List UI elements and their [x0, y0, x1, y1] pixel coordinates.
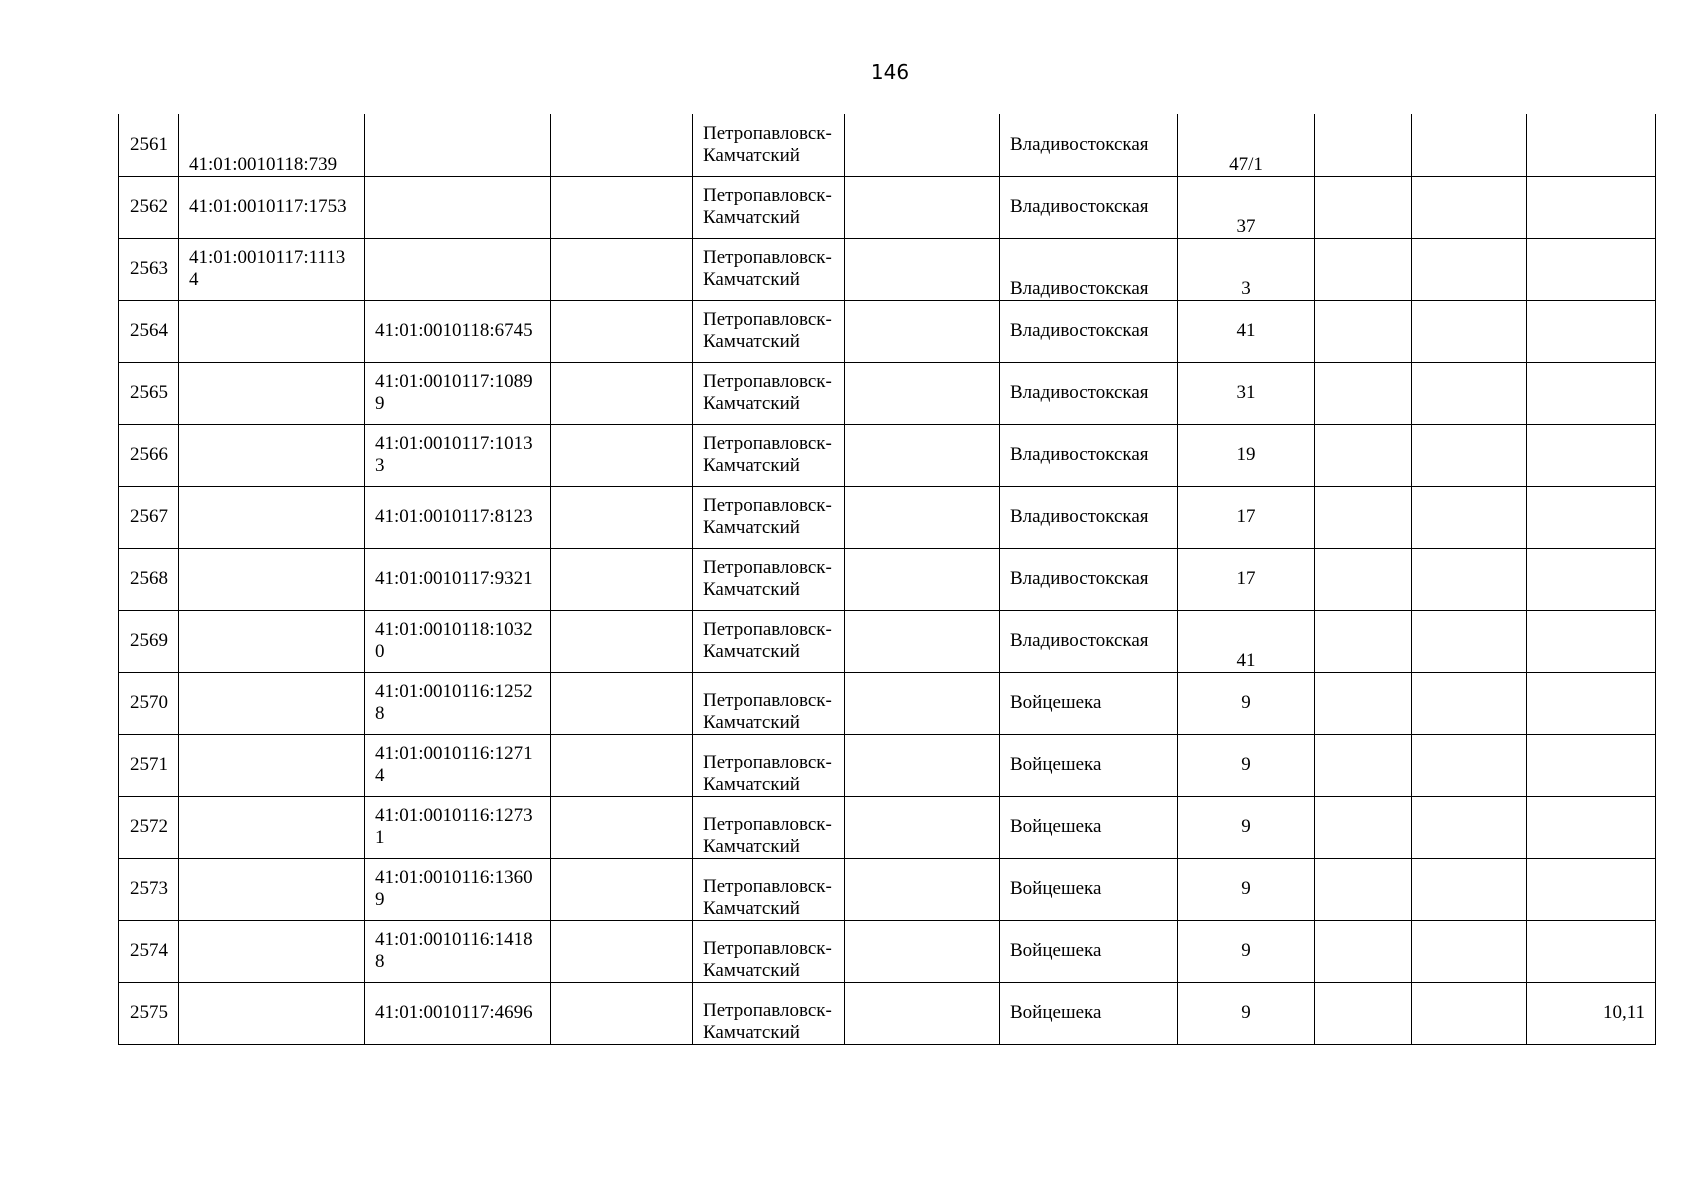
empty-cell — [551, 114, 693, 176]
empty-cell — [1315, 982, 1412, 1044]
empty-cell — [1412, 238, 1527, 300]
cadastral-number-alt-cell — [365, 176, 551, 238]
apartment-cell — [1527, 796, 1656, 858]
empty-cell — [551, 424, 693, 486]
table-row — [119, 424, 1656, 486]
empty-cell — [1412, 300, 1527, 362]
city-cell: Петропавловск-Камчатский — [693, 176, 845, 238]
empty-cell — [845, 920, 1000, 982]
house-number-cell: 9 — [1178, 982, 1315, 1044]
cadastral-number-alt-cell — [365, 238, 551, 300]
table-row — [119, 548, 1656, 610]
apartment-cell — [1527, 920, 1656, 982]
apartment-cell — [1527, 858, 1656, 920]
city-cell: Петропавловск-Камчатский — [693, 114, 845, 176]
cadastral-number-cell: 41:01:0010117:11134 — [179, 238, 365, 300]
cadastral-number-alt-cell: 41:01:0010117:10133 — [365, 424, 551, 486]
house-number-cell: 31 — [1178, 362, 1315, 424]
cadastral-number-cell — [179, 672, 365, 734]
cadastral-number-alt-cell: 41:01:0010117:8123 — [365, 486, 551, 548]
empty-cell — [845, 300, 1000, 362]
empty-cell — [1412, 858, 1527, 920]
empty-cell — [1315, 858, 1412, 920]
street-cell: Владивостокская — [1000, 486, 1178, 548]
empty-cell — [845, 486, 1000, 548]
street-cell: Владивостокская — [1000, 114, 1178, 176]
empty-cell — [1412, 672, 1527, 734]
empty-cell — [845, 858, 1000, 920]
empty-cell — [1412, 610, 1527, 672]
empty-cell — [1412, 176, 1527, 238]
empty-cell — [1315, 796, 1412, 858]
empty-cell — [1412, 114, 1527, 176]
empty-cell — [551, 610, 693, 672]
page-number: 146 — [870, 60, 910, 84]
cadastral-number-cell: 41:01:0010117:1753 — [179, 176, 365, 238]
empty-cell — [551, 238, 693, 300]
street-cell: Владивостокская — [1000, 300, 1178, 362]
table-row — [119, 114, 1656, 176]
city-cell: Петропавловск-Камчатский — [693, 982, 845, 1044]
table-row — [119, 300, 1656, 362]
house-number-cell: 19 — [1178, 424, 1315, 486]
cadastral-number-cell — [179, 734, 365, 796]
empty-cell — [1412, 362, 1527, 424]
house-number-cell: 3 — [1178, 238, 1315, 300]
table-row — [119, 486, 1656, 548]
empty-cell — [551, 672, 693, 734]
empty-cell — [845, 424, 1000, 486]
table-row — [119, 920, 1656, 982]
street-cell: Владивостокская — [1000, 610, 1178, 672]
apartment-cell — [1527, 176, 1656, 238]
empty-cell — [551, 796, 693, 858]
city-cell: Петропавловск-Камчатский — [693, 362, 845, 424]
table-row — [119, 796, 1656, 858]
empty-cell — [551, 734, 693, 796]
cadastral-number-alt-cell: 41:01:0010116:12528 — [365, 672, 551, 734]
street-cell: Войцешека — [1000, 858, 1178, 920]
city-cell: Петропавловск-Камчатский — [693, 796, 845, 858]
cadastral-number-alt-cell: 41:01:0010118:6745 — [365, 300, 551, 362]
city-cell: Петропавловск-Камчатский — [693, 238, 845, 300]
empty-cell — [845, 734, 1000, 796]
apartment-cell — [1527, 238, 1656, 300]
empty-cell — [1315, 486, 1412, 548]
house-number-cell: 41 — [1178, 610, 1315, 672]
empty-cell — [1315, 238, 1412, 300]
city-cell: Петропавловск-Камчатский — [693, 858, 845, 920]
cadastral-number-alt-cell: 41:01:0010116:12714 — [365, 734, 551, 796]
cadastral-number-cell — [179, 796, 365, 858]
cadastral-number-alt-cell: 41:01:0010116:14188 — [365, 920, 551, 982]
empty-cell — [551, 548, 693, 610]
row-number-cell: 2570 — [119, 672, 179, 734]
street-cell: Войцешека — [1000, 796, 1178, 858]
empty-cell — [1412, 920, 1527, 982]
empty-cell — [1315, 920, 1412, 982]
street-cell: Владивостокская — [1000, 176, 1178, 238]
empty-cell — [845, 176, 1000, 238]
cadastral-number-alt-cell: 41:01:0010117:10899 — [365, 362, 551, 424]
empty-cell — [1412, 486, 1527, 548]
row-number-cell: 2565 — [119, 362, 179, 424]
apartment-cell — [1527, 114, 1656, 176]
table-row — [119, 734, 1656, 796]
city-cell: Петропавловск-Камчатский — [693, 548, 845, 610]
row-number-cell: 2561 — [119, 114, 179, 176]
street-cell: Владивостокская — [1000, 362, 1178, 424]
empty-cell — [845, 362, 1000, 424]
cadastral-number-cell: 41:01:0010118:739 — [179, 114, 365, 176]
house-number-cell: 17 — [1178, 486, 1315, 548]
apartment-cell — [1527, 610, 1656, 672]
empty-cell — [1315, 300, 1412, 362]
registry-table — [118, 114, 1656, 1045]
row-number-cell: 2573 — [119, 858, 179, 920]
cadastral-number-cell — [179, 300, 365, 362]
empty-cell — [551, 858, 693, 920]
empty-cell — [551, 176, 693, 238]
empty-cell — [1315, 610, 1412, 672]
street-cell: Владивостокская — [1000, 424, 1178, 486]
empty-cell — [551, 486, 693, 548]
apartment-cell — [1527, 362, 1656, 424]
row-number-cell: 2575 — [119, 982, 179, 1044]
empty-cell — [1315, 114, 1412, 176]
cadastral-number-alt-cell: 41:01:0010117:4696 — [365, 982, 551, 1044]
city-cell: Петропавловск-Камчатский — [693, 300, 845, 362]
empty-cell — [1315, 362, 1412, 424]
empty-cell — [1315, 734, 1412, 796]
street-cell: Войцешека — [1000, 734, 1178, 796]
empty-cell — [1315, 672, 1412, 734]
empty-cell — [845, 548, 1000, 610]
row-number-cell: 2566 — [119, 424, 179, 486]
cadastral-number-alt-cell: 41:01:0010116:13609 — [365, 858, 551, 920]
house-number-cell: 17 — [1178, 548, 1315, 610]
apartment-cell: 10,11 — [1527, 982, 1656, 1044]
cadastral-number-cell — [179, 982, 365, 1044]
empty-cell — [1412, 424, 1527, 486]
empty-cell — [1315, 548, 1412, 610]
table-row — [119, 672, 1656, 734]
city-cell: Петропавловск-Камчатский — [693, 672, 845, 734]
table-row — [119, 176, 1656, 238]
cadastral-number-cell — [179, 362, 365, 424]
empty-cell — [845, 672, 1000, 734]
cadastral-number-cell — [179, 424, 365, 486]
cadastral-number-cell — [179, 548, 365, 610]
street-cell: Войцешека — [1000, 672, 1178, 734]
house-number-cell: 9 — [1178, 796, 1315, 858]
house-number-cell: 9 — [1178, 858, 1315, 920]
house-number-cell: 37 — [1178, 176, 1315, 238]
street-cell: Владивостокская — [1000, 548, 1178, 610]
city-cell: Петропавловск-Камчатский — [693, 424, 845, 486]
house-number-cell: 9 — [1178, 672, 1315, 734]
street-cell: Войцешека — [1000, 982, 1178, 1044]
row-number-cell: 2567 — [119, 486, 179, 548]
house-number-cell: 47/1 — [1178, 114, 1315, 176]
house-number-cell: 41 — [1178, 300, 1315, 362]
table-row — [119, 362, 1656, 424]
city-cell: Петропавловск-Камчатский — [693, 610, 845, 672]
empty-cell — [551, 300, 693, 362]
cadastral-number-cell — [179, 920, 365, 982]
row-number-cell: 2572 — [119, 796, 179, 858]
cadastral-number-cell — [179, 486, 365, 548]
row-number-cell: 2574 — [119, 920, 179, 982]
cadastral-number-cell — [179, 610, 365, 672]
house-number-cell: 9 — [1178, 734, 1315, 796]
empty-cell — [1412, 796, 1527, 858]
cadastral-number-alt-cell: 41:01:0010116:12731 — [365, 796, 551, 858]
row-number-cell: 2564 — [119, 300, 179, 362]
cadastral-number-alt-cell — [365, 114, 551, 176]
city-cell: Петропавловск-Камчатский — [693, 486, 845, 548]
row-number-cell: 2571 — [119, 734, 179, 796]
row-number-cell: 2563 — [119, 238, 179, 300]
cadastral-number-alt-cell: 41:01:0010117:9321 — [365, 548, 551, 610]
empty-cell — [551, 920, 693, 982]
empty-cell — [1412, 982, 1527, 1044]
row-number-cell: 2569 — [119, 610, 179, 672]
cadastral-number-cell — [179, 858, 365, 920]
empty-cell — [1412, 548, 1527, 610]
empty-cell — [1315, 176, 1412, 238]
apartment-cell — [1527, 734, 1656, 796]
apartment-cell — [1527, 548, 1656, 610]
house-number-cell: 9 — [1178, 920, 1315, 982]
table-row — [119, 238, 1656, 300]
empty-cell — [551, 362, 693, 424]
table-row — [119, 858, 1656, 920]
row-number-cell: 2568 — [119, 548, 179, 610]
empty-cell — [845, 610, 1000, 672]
table-row — [119, 610, 1656, 672]
empty-cell — [845, 796, 1000, 858]
apartment-cell — [1527, 672, 1656, 734]
empty-cell — [845, 114, 1000, 176]
city-cell: Петропавловск-Камчатский — [693, 734, 845, 796]
row-number-cell: 2562 — [119, 176, 179, 238]
street-cell: Войцешека — [1000, 920, 1178, 982]
empty-cell — [845, 982, 1000, 1044]
apartment-cell — [1527, 486, 1656, 548]
empty-cell — [845, 238, 1000, 300]
cadastral-number-alt-cell: 41:01:0010118:10320 — [365, 610, 551, 672]
street-cell: Владивостокская — [1000, 238, 1178, 300]
table-row — [119, 982, 1656, 1044]
apartment-cell — [1527, 300, 1656, 362]
empty-cell — [1412, 734, 1527, 796]
city-cell: Петропавловск-Камчатский — [693, 920, 845, 982]
empty-cell — [1315, 424, 1412, 486]
empty-cell — [551, 982, 693, 1044]
apartment-cell — [1527, 424, 1656, 486]
